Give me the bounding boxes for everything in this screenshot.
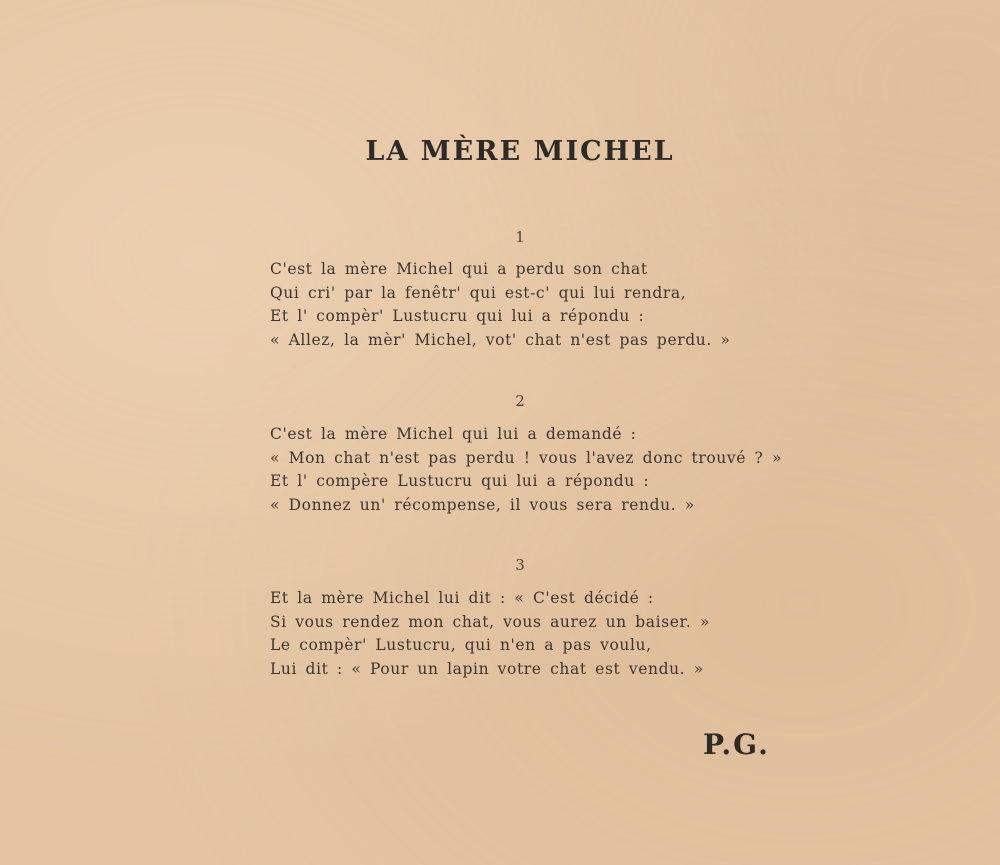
stanza-1: [270, 258, 730, 352]
stanza-line: Si vous rendez mon chat, vous aurez un baiser. »: [270, 612, 710, 631]
stanza-line: « Allez, la mèr' Michel, vot' chat n'est pas perdu. »: [270, 330, 731, 349]
song-title: LA MÈRE MICHEL: [365, 136, 675, 167]
author-signature: P.G.: [703, 728, 770, 761]
stanza-line: Qui cri' par la fenêtr' qui est-c' qui lui rendra,: [270, 283, 687, 302]
stanza-number-2: 2: [515, 392, 525, 410]
stanza-line: Le compèr' Lustucru, qui n'en a pas voulu,: [270, 636, 652, 654]
stanza-3: [270, 587, 710, 681]
stanza-line: C'est la mère Michel qui a perdu son chat: [270, 260, 648, 278]
stanza-2: [270, 423, 782, 517]
stanza-line: Et la mère Michel lui dit : « C'est décidé :: [270, 589, 654, 607]
stanza-number-1: 1: [515, 228, 525, 246]
stanza-line: C'est la mère Michel qui lui a demandé :: [270, 425, 637, 443]
stanza-line: Et l' compère Lustucru qui lui a répondu :: [270, 472, 650, 490]
stanza-line: Et l' compèr' Lustucru qui lui a répondu :: [270, 307, 645, 325]
stanza-number-3: 3: [515, 556, 525, 574]
stanza-line: « Mon chat n'est pas perdu ! vous l'avez donc trouvé ? »: [270, 448, 783, 467]
stanza-line: « Donnez un' récompense, il vous sera rendu. »: [270, 495, 695, 514]
stanza-line: Lui dit : « Pour un lapin votre chat est vendu. »: [270, 659, 704, 678]
